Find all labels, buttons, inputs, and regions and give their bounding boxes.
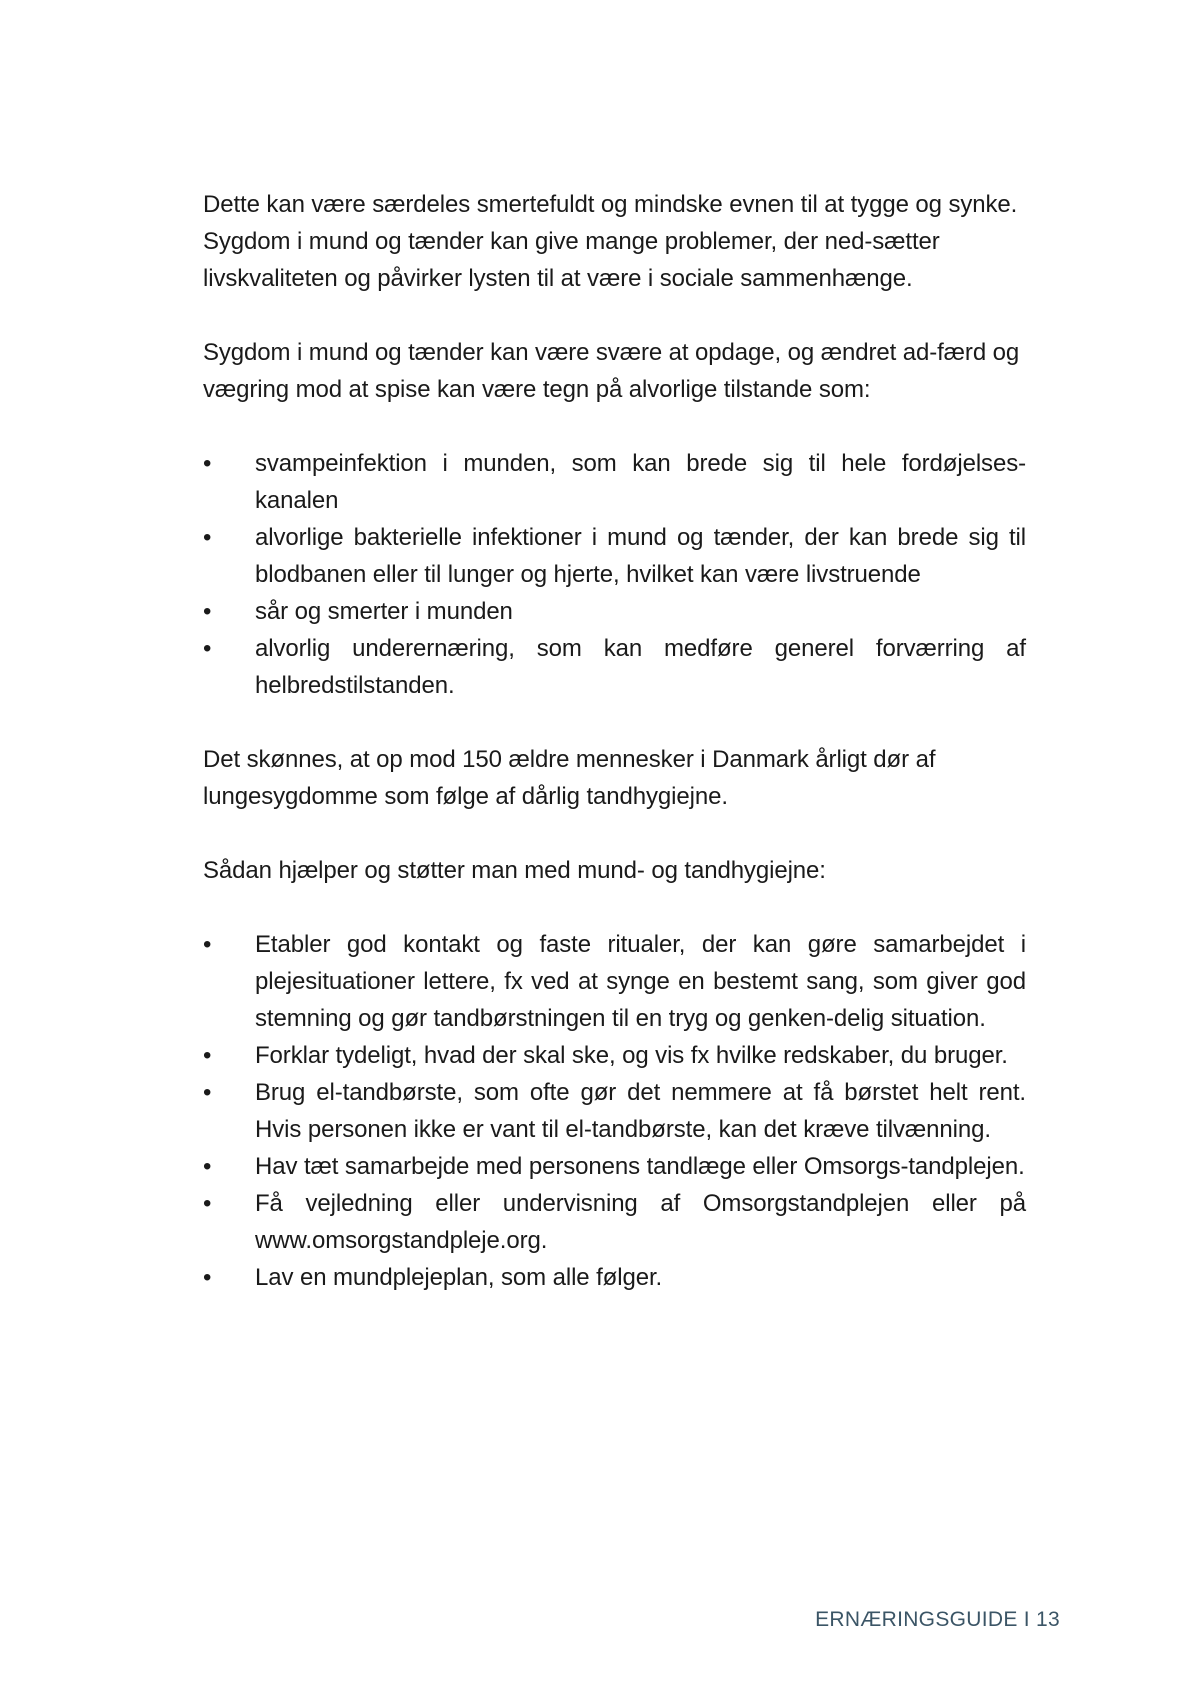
list-item — [203, 445, 1026, 519]
paragraph: Sådan hjælper og støtter man med mund- og tandhygiejne: — [203, 857, 826, 884]
list-item-text: Lav en mundplejeplan, som alle følger. — [255, 1264, 663, 1291]
page-footer: ERNÆRINGSGUIDE I 13 — [815, 1608, 1060, 1631]
conditions-list — [203, 445, 1026, 704]
list-item — [203, 1037, 1026, 1074]
list-item — [203, 1185, 1026, 1259]
bullet-icon: • — [203, 1153, 212, 1180]
list-item-text: alvorlige bakterielle infektioner i mund og tænder, der kan brede sig til blodbanen eller til lunger og hjerte, hvilket kan være livstruende — [255, 524, 1026, 588]
list-item — [203, 630, 1026, 704]
paragraph: Det skønnes, at op mod 150 ældre mennesker i Danmark årligt dør af lungesygdomme som følge af dårlig tandhygiejne. — [203, 746, 936, 810]
list-item — [203, 1074, 1026, 1148]
list-item — [203, 519, 1026, 593]
list-item — [203, 593, 1026, 630]
bullet-icon: • — [203, 1264, 212, 1291]
bullet-icon: • — [203, 635, 212, 662]
bullet-icon: • — [203, 931, 212, 958]
list-item-text: Få vejledning eller undervisning af Omsorgstandplejen eller på www.omsorgstandpleje.org. — [255, 1190, 1026, 1254]
list-item-text: sår og smerter i munden — [255, 598, 513, 625]
list-item — [203, 926, 1026, 1037]
list-item-text: Etabler god kontakt og faste ritualer, der kan gøre samarbejdet i plejesituationer lettere, fx ved at synge en bestemt sang, som giver god stemning og gør tandbørstningen til en tryg og genken-delig situation. — [255, 931, 1026, 1032]
page-body — [203, 186, 1026, 1333]
bullet-icon: • — [203, 1042, 212, 1069]
list-item-text: svampeinfektion i munden, som kan brede sig til hele fordøjelses-kanalen — [255, 450, 1026, 514]
advice-list — [203, 926, 1026, 1296]
bullet-icon: • — [203, 1190, 212, 1217]
list-item — [203, 1259, 1026, 1296]
paragraph: Dette kan være særdeles smertefuldt og mindske evnen til at tygge og synke. Sygdom i mund og tænder kan give mange problemer, der ned-sætter livskvaliteten og påvirker lysten til at være i sociale sammenhænge. — [203, 191, 1018, 292]
paragraph: Sygdom i mund og tænder kan være svære at opdage, og ændret ad-færd og vægring mod at spise kan være tegn på alvorlige tilstande som: — [203, 339, 1020, 403]
bullet-icon: • — [203, 450, 212, 477]
list-item — [203, 1148, 1026, 1185]
bullet-icon: • — [203, 598, 212, 625]
list-item-text: Hav tæt samarbejde med personens tandlæge eller Omsorgs-tandplejen. — [255, 1153, 1025, 1180]
bullet-icon: • — [203, 524, 212, 551]
list-item-text: Forklar tydeligt, hvad der skal ske, og vis fx hvilke redskaber, du bruger. — [255, 1042, 1008, 1069]
list-item-text: alvorlig underernæring, som kan medføre generel forværring af helbredstilstanden. — [255, 635, 1026, 699]
bullet-icon: • — [203, 1079, 212, 1106]
list-item-text: Brug el-tandbørste, som ofte gør det nemmere at få børstet helt rent. Hvis personen ikke er vant til el-tandbørste, kan det kræve tilvænning. — [255, 1079, 1026, 1143]
